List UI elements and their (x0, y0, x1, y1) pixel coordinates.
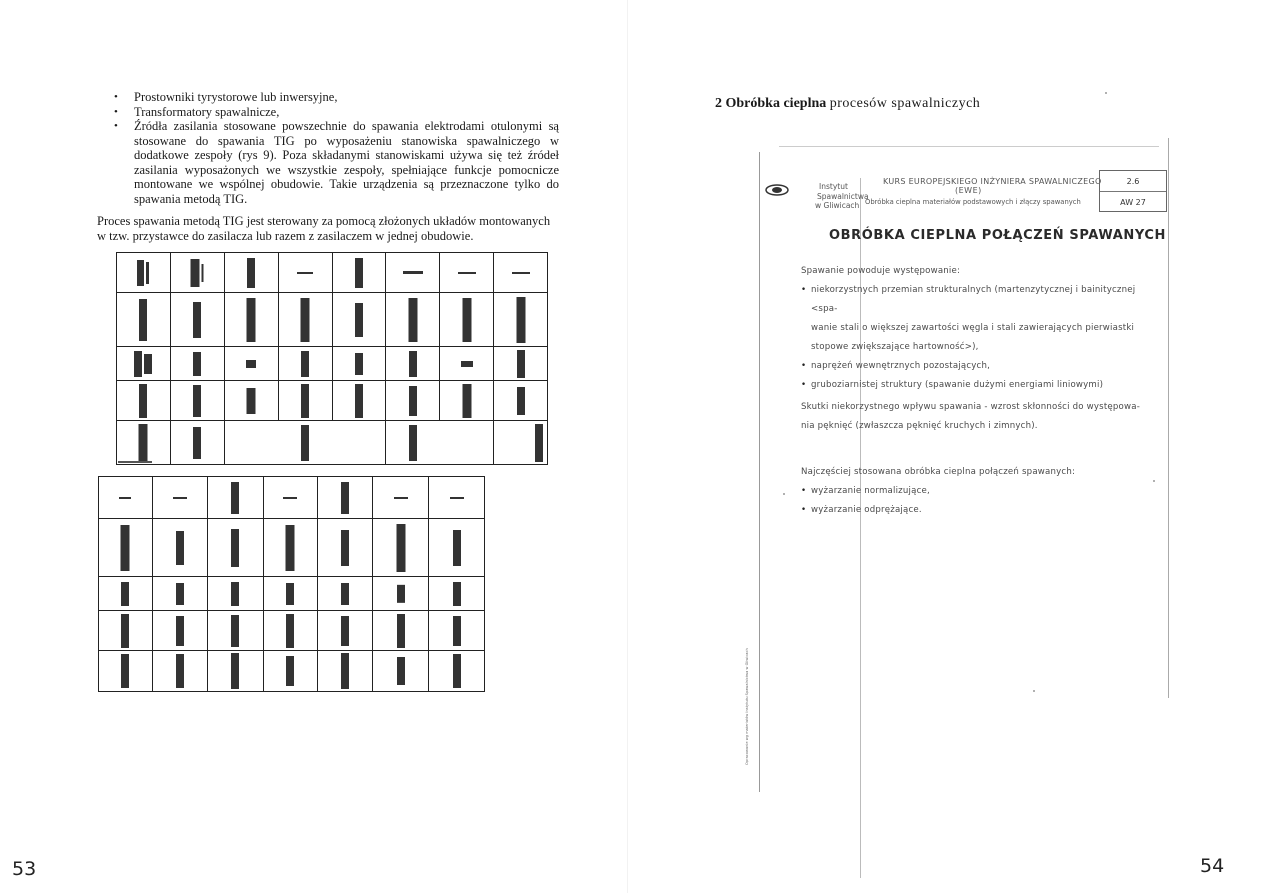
power-source-list (114, 90, 559, 206)
list-item-continuation: wanie stali o większej zawartości węgla i stali zawierających pierwiastki (811, 323, 1135, 333)
treatments-block (801, 463, 1161, 520)
table-cell (318, 577, 373, 611)
page-number-right: 54 (1200, 855, 1225, 877)
table-underline (118, 461, 152, 463)
table-cell (99, 577, 153, 611)
sheet-header (759, 166, 1169, 214)
margin-note-text: Opracowanie wg materiałów Instytutu Spawalnictwa w Gliwicach (745, 648, 749, 765)
table-cell (373, 651, 429, 692)
table-cell (386, 381, 440, 421)
table-cell (263, 477, 318, 519)
table-cell (373, 577, 429, 611)
table-cell (207, 519, 263, 577)
table-cell (263, 519, 318, 577)
consequences-line: nia pęknięć (zwłaszcza pęknięć kruchych i zimnych). (801, 421, 1038, 431)
table-cell (332, 253, 386, 293)
consequences-line: Skutki niekorzystnego wpływu spawania - wzrost skłonności do występowa- (801, 402, 1141, 412)
table-cell (152, 519, 207, 577)
scanned-course-sheet (759, 138, 1169, 878)
table-cell (373, 519, 429, 577)
table-cell (278, 347, 332, 381)
table-cell (152, 577, 207, 611)
table-cell (278, 381, 332, 421)
page-fold (627, 0, 628, 893)
table-cell (373, 477, 429, 519)
right-page (633, 0, 1267, 893)
table-cell (373, 611, 429, 651)
institute-line: w Gliwicach (815, 201, 860, 210)
table-cell (429, 651, 485, 692)
list-item: • niekorzystnych przemian strukturalnych (martenzytycznej i bainitycznej <spa- (801, 281, 1161, 319)
table-cell (494, 381, 548, 421)
table-cell (207, 577, 263, 611)
table-cell (99, 611, 153, 651)
table-cell (494, 293, 548, 347)
table-cell (386, 347, 440, 381)
table-cell (99, 651, 153, 692)
table-cell (99, 477, 153, 519)
sheet-title: OBRÓBKA CIEPLNA POŁĄCZEŃ SPAWANYCH (829, 228, 1167, 243)
section-title-continuation: procesów spawalniczych (829, 96, 981, 111)
table-cell (224, 421, 386, 465)
table-cell (429, 577, 485, 611)
table-cell (170, 381, 224, 421)
tig-control-paragraph: Proces spawania metodą TIG jest sterowany za pomocą złożonych układów montowanych w tzw. przystawce do zasilacza lub razem z zasilaczem w jednej obudowie. (97, 214, 551, 243)
module-line: Obróbka cieplna materiałów podstawowych i złączy spawanych (865, 198, 1081, 206)
table-cell (117, 293, 171, 347)
table-cell (117, 381, 171, 421)
table-cell (494, 421, 548, 465)
table-cell (170, 293, 224, 347)
table-cell (332, 293, 386, 347)
list-item: • Transformatory spawalnicze, (114, 105, 559, 120)
table-cell (263, 611, 318, 651)
table-cell (429, 477, 485, 519)
treatments-intro: Najczęściej stosowana obróbka cieplna połączeń spawanych: (801, 467, 1076, 477)
table-cell (440, 347, 494, 381)
table-cell (386, 253, 440, 293)
table-cell (440, 381, 494, 421)
course-abbreviation: (EWE) (955, 186, 982, 195)
treatments-list (801, 482, 1161, 520)
welding-symbols-table-lower (98, 476, 485, 692)
list-item: • wyżarzanie normalizujące, (801, 482, 1161, 501)
section-title: Obróbka cieplna (725, 96, 827, 111)
table-cell (263, 577, 318, 611)
table-cell (429, 519, 485, 577)
list-item: • gruboziarnistej struktury (spawanie dużymi energiami liniowymi) (801, 376, 1161, 395)
table-cell (318, 519, 373, 577)
institute-logo-icon (765, 184, 789, 196)
divider (1168, 138, 1169, 698)
table-cell (278, 293, 332, 347)
left-page (0, 0, 620, 893)
divider (779, 146, 1159, 147)
table-cell (224, 253, 278, 293)
table-cell (429, 611, 485, 651)
margin-note (745, 595, 769, 765)
table-cell (207, 651, 263, 692)
table-cell (224, 347, 278, 381)
list-item-continuation: stopowe zwiększające hartowność>), (811, 342, 979, 352)
effects-intro: Spawanie powoduje występowanie: (801, 266, 961, 276)
consequences-block (801, 398, 1161, 436)
list-item: • Prostowniki tyrystorowe lub inwersyjne, (114, 90, 559, 105)
table-cell (99, 519, 153, 577)
sheet-code-top: 2.6 (1126, 177, 1140, 186)
list-item: • naprężeń wewnętrznych pozostających, (801, 357, 1161, 376)
table-cell (494, 253, 548, 293)
table-cell (224, 293, 278, 347)
institute-line: Instytut (819, 182, 848, 191)
table-cell (440, 293, 494, 347)
section-heading (715, 96, 980, 112)
table-cell (440, 253, 494, 293)
table-cell (170, 421, 224, 465)
sheet-code-box (1099, 170, 1167, 212)
table-cell (170, 347, 224, 381)
table-cell (207, 477, 263, 519)
list-item: • Źródła zasilania stosowane powszechnie do spawania elektrodami otulonymi są stosowane do spawania TIG po wyposażeniu stanowiska spawalniczego w dodatkowe zespoły (rys 9). Poza składanymi stanowiskami używa się też źródeł zasilania wyposażonych we wszystkie zespoły, spełniające funkcje pomocnicze montowane we wspólnej obudowie. Takie urządzenia są przeznaczone tylko do spawania metodą TIG. (114, 119, 559, 206)
table-cell (386, 293, 440, 347)
table-cell (117, 347, 171, 381)
table-cell (207, 611, 263, 651)
table-cell (117, 253, 171, 293)
table-cell (332, 381, 386, 421)
table-cell (152, 651, 207, 692)
welding-symbols-table-upper (116, 252, 548, 465)
table-cell (152, 611, 207, 651)
table-cell (318, 611, 373, 651)
section-number: 2 (715, 96, 722, 111)
sheet-code-bottom: AW 27 (1120, 198, 1146, 207)
table-cell (494, 347, 548, 381)
effects-list (801, 281, 1161, 395)
effects-block (801, 262, 1161, 395)
table-cell (170, 253, 224, 293)
table-cell (224, 381, 278, 421)
course-title: KURS EUROPEJSKIEGO INŻYNIERA SPAWALNICZEGO (883, 177, 1102, 186)
table-cell (332, 347, 386, 381)
table-cell (386, 421, 494, 465)
table-cell (263, 651, 318, 692)
table-cell (152, 477, 207, 519)
list-item: • wyżarzanie odprężające. (801, 501, 1161, 520)
page-number-left: 53 (12, 858, 37, 880)
table-cell (278, 253, 332, 293)
table-cell (318, 477, 373, 519)
table-cell (117, 421, 171, 465)
institute-line: Spawalnictwa (817, 192, 869, 201)
divider (1100, 191, 1166, 192)
table-cell (318, 651, 373, 692)
